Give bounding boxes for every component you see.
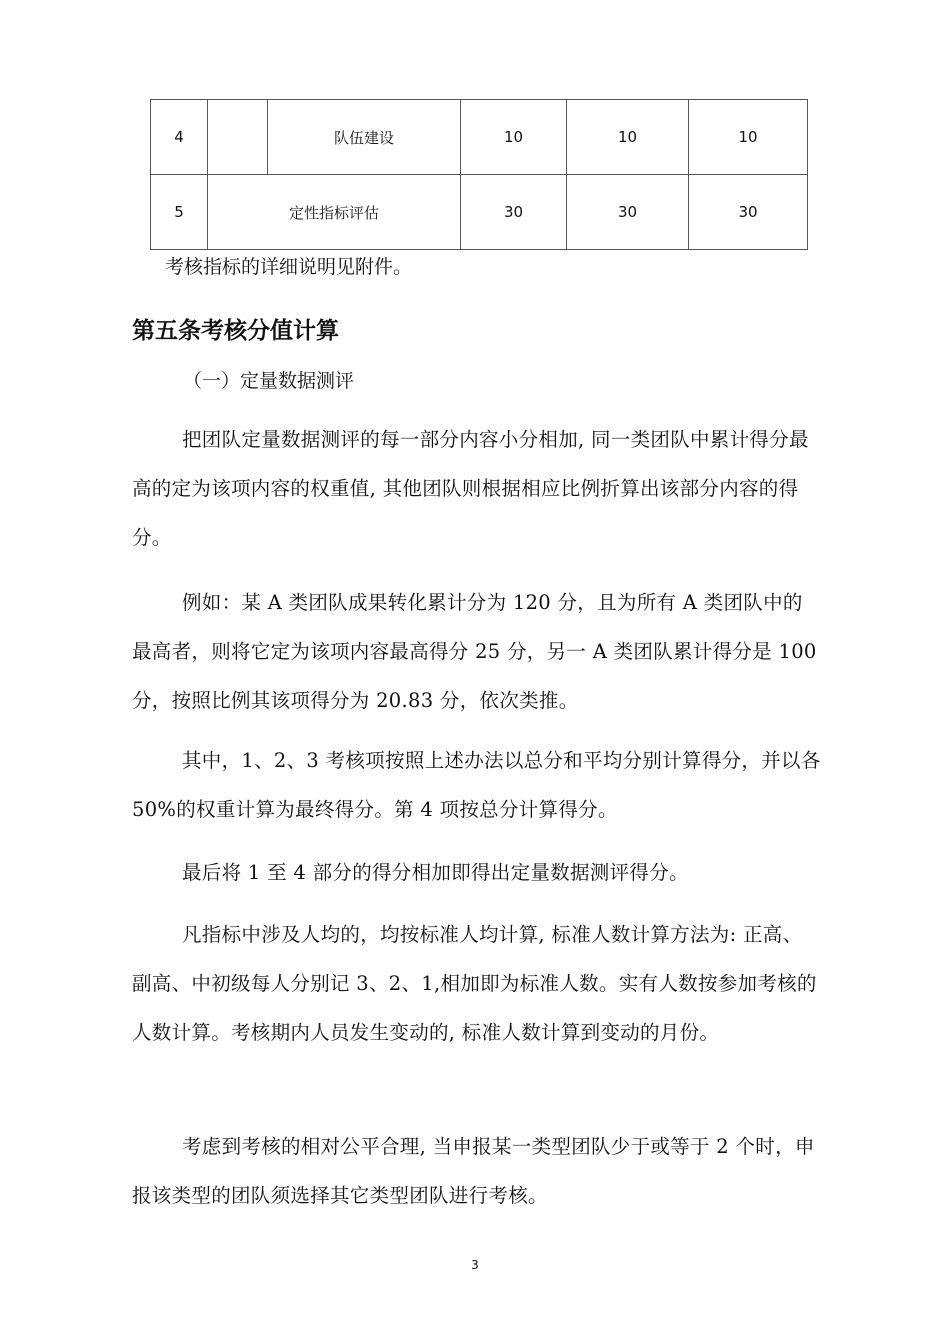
paragraph: 凡指标中涉及人均的，均按标准人均计算, 标准人数计算方法为: 正高、副高、中初级每人分别记 3、2、1,相加即为标准人数。实有人数按参加考核的人数计算。考核期内人员发生变动的, 标准人数计算到变动的月份。 (132, 923, 817, 1044)
category-cell (208, 100, 268, 175)
table-row (151, 175, 808, 250)
table-note: 考核指标的详细说明见附件。 (165, 256, 413, 278)
page-number: 3 (471, 1258, 479, 1272)
section-heading: 第五条考核分值计算 (132, 318, 339, 344)
paragraph: 例如：某 A 类团队成果转化累计分为 120 分，且为所有 A 类团队中的最高者，则将它定为该项内容最高得分 25 分，另一 A 类团队累计得分是 100 分，按照比例其该项得分为 20.83 分，依次类推。 (132, 591, 817, 712)
value-cell: 10 (461, 100, 567, 175)
subsection-heading: （一）定量数据测评 (183, 370, 355, 392)
row-number: 5 (151, 175, 208, 250)
value-cell: 30 (567, 175, 689, 250)
value-cell: 30 (461, 175, 567, 250)
paragraph: 把团队定量数据测评的每一部分内容小分相加, 同一类团队中累计得分最高的定为该项内容的权重值, 其他团队则根据相应比例折算出该部分内容的得分。 (132, 428, 809, 549)
item-cell: 定性指标评估 (208, 175, 461, 250)
row-number: 4 (151, 100, 208, 175)
paragraph: 最后将 1 至 4 部分的得分相加即得出定量数据测评得分。 (182, 861, 689, 884)
value-cell: 30 (689, 175, 808, 250)
score-table (150, 99, 808, 250)
item-cell: 队伍建设 (268, 100, 461, 175)
table-row (151, 100, 808, 175)
paragraph: 其中，1、2、3 考核项按照上述办法以总分和平均分别计算得分，并以各 50%的权重计算为最终得分。第 4 项按总分计算得分。 (132, 749, 821, 821)
value-cell: 10 (567, 100, 689, 175)
paragraph: 考虑到考核的相对公平合理, 当申报某一类型团队少于或等于 2 个时，申报该类型的团队须选择其它类型团队进行考核。 (132, 1135, 815, 1207)
value-cell: 10 (689, 100, 808, 175)
